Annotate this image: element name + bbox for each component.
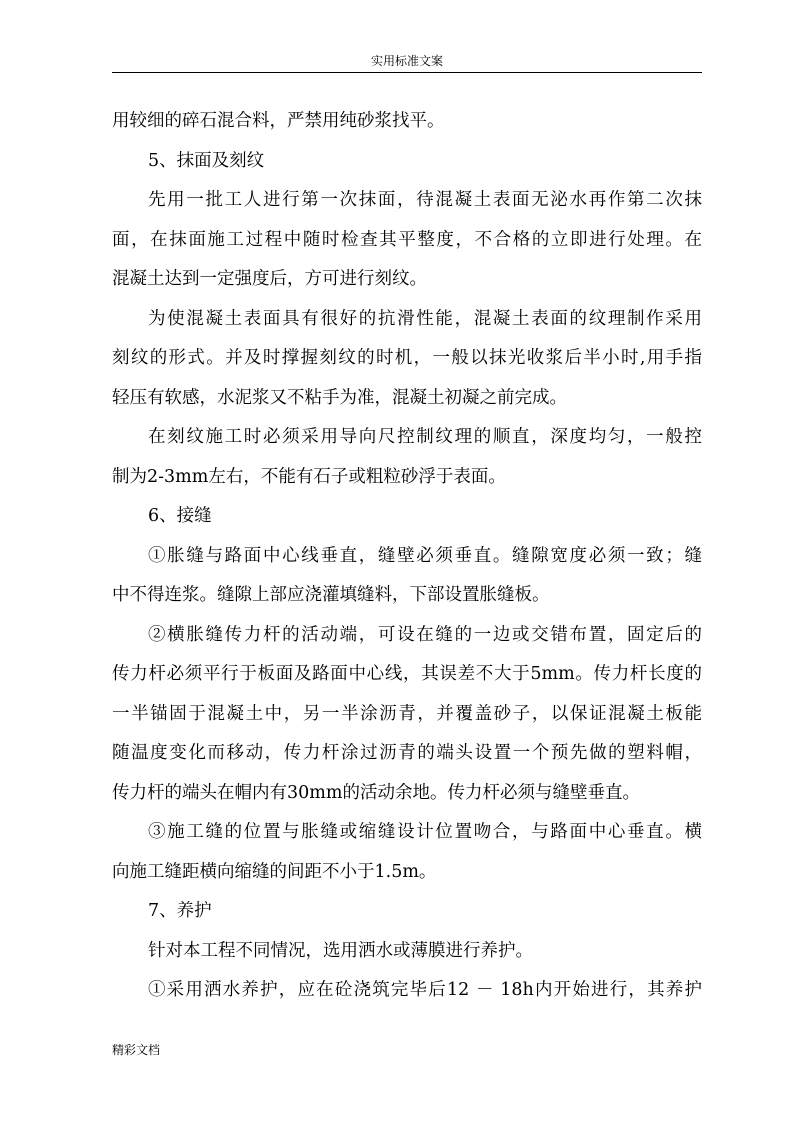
header-divider xyxy=(112,72,702,73)
text-line: ①胀缝与路面中心线垂直，缝壁必须垂直。缝隙宽度必须一致；缝 xyxy=(148,545,702,566)
page-header: 实用标准文案 xyxy=(370,54,443,68)
text-line: 针对本工程不同情况，选用洒水或薄膜进行养护。 xyxy=(148,940,533,961)
text-line: 传力杆必须平行于板面及路面中心线，其误差不大于5mm。传力杆长度的 xyxy=(112,664,702,684)
text-line: 7、养护 xyxy=(148,901,212,921)
text-line: 为使混凝土表面具有很好的抗滑性能，混凝土表面的纹理制作采用 xyxy=(148,308,702,329)
text-line: 刻纹的形式。并及时撑握刻纹的时机，一般以抹光收浆后半小时,用手指 xyxy=(112,348,702,368)
text-line: ③施工缝的位置与胀缝或缩缝设计位置吻合，与路面中心垂直。横 xyxy=(148,822,702,842)
text-line: 混凝土达到一定强度后，方可进行刻纹。 xyxy=(112,269,427,289)
page-footer: 精彩文档 xyxy=(112,1043,161,1057)
body-text xyxy=(112,102,702,1011)
text-line: 一半锚固于混凝土中，另一半涂沥青，并覆盖砂子，以保证混凝土板能 xyxy=(112,703,702,724)
text-line: 中不得连浆。缝隙上部应浇灌填缝料，下部设置胀缝板。 xyxy=(112,585,550,605)
text-line: 向施工缝距横向缩缝的间距不小于1.5m。 xyxy=(112,861,437,882)
text-line: ①采用洒水养护，应在砼浇筑完毕后12 － 18h内开始进行，其养护 xyxy=(148,980,702,1000)
text-line: 用较细的碎石混合料，严禁用纯砂浆找平。 xyxy=(112,111,445,131)
text-line: 传力杆的端头在帽内有30mm的活动余地。传力杆必须与缝壁垂直。 xyxy=(112,782,640,803)
text-line: 先用一批工人进行第一次抹面，待混凝土表面无泌水再作第二次抹 xyxy=(148,190,702,210)
text-line: 随温度变化而移动，传力杆涂过沥青的端头设置一个预先做的塑料帽， xyxy=(112,743,702,763)
text-line: 面，在抹面施工过程中随时检查其平整度，不合格的立即进行处理。在 xyxy=(112,229,702,250)
text-line: 在刻纹施工时必须采用导向尺控制纹理的顺直，深度均匀，一般控 xyxy=(148,427,702,447)
text-line: 6、接缝 xyxy=(148,506,212,526)
text-line: 轻压有软感，水泥浆又不粘手为准，混凝土初凝之前完成。 xyxy=(112,387,567,408)
text-line: 5、抹面及刻纹 xyxy=(148,150,265,171)
text-line: ②横胀缝传力杆的活动端，可设在缝的一边或交错布置，固定后的 xyxy=(148,624,702,645)
text-line: 制为2-3mm左右，不能有石子或粗粒砂浮于表面。 xyxy=(112,466,506,487)
